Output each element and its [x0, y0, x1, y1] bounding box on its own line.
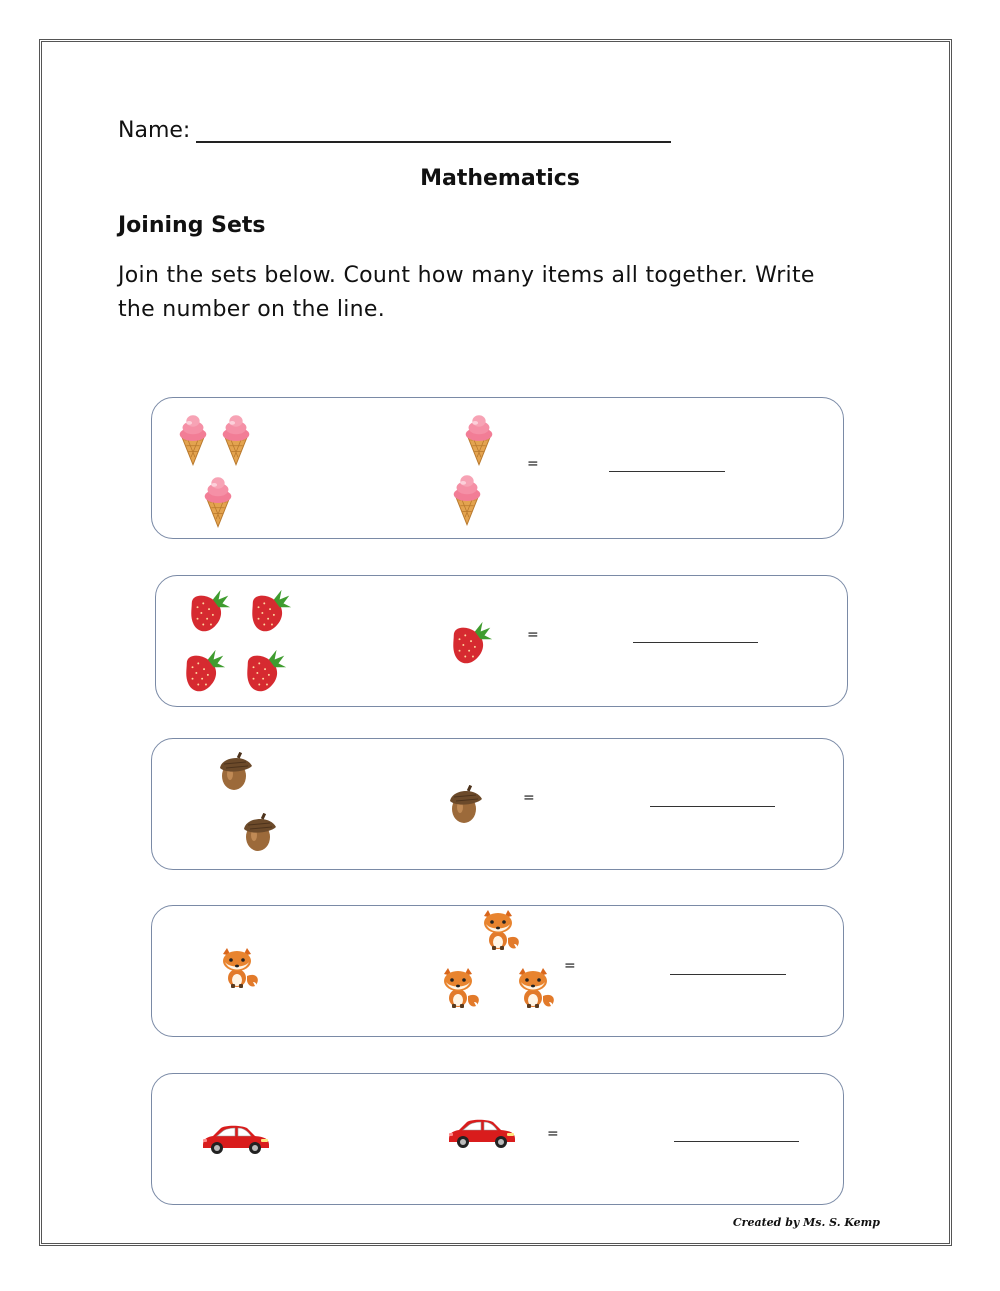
acorn-icon [216, 752, 256, 792]
equals-sign: = [527, 627, 539, 643]
equals-sign: = [564, 958, 576, 974]
car-icon [446, 1117, 518, 1149]
subject-title: Mathematics [420, 166, 580, 191]
fox-icon [513, 966, 557, 1010]
answer-line-3[interactable] [650, 806, 775, 807]
answer-line-4[interactable] [670, 974, 786, 975]
ice-cream-icon [199, 474, 237, 530]
car-icon [200, 1123, 272, 1155]
section-heading: Joining Sets [118, 213, 266, 238]
fox-icon [217, 946, 261, 990]
strawberry-icon [247, 588, 295, 636]
fox-icon [478, 908, 522, 952]
equals-sign: = [527, 456, 539, 472]
equals-sign: = [523, 790, 535, 806]
answer-line-1[interactable] [609, 471, 725, 472]
fox-icon [438, 966, 482, 1010]
name-label: Name: [118, 118, 191, 143]
acorn-icon [240, 813, 280, 853]
name-blank[interactable] [196, 127, 671, 143]
name-line [118, 118, 671, 143]
ice-cream-icon [217, 412, 255, 468]
strawberry-icon [242, 648, 290, 696]
answer-line-2[interactable] [633, 642, 758, 643]
strawberry-icon [448, 620, 496, 668]
answer-line-5[interactable] [674, 1141, 799, 1142]
ice-cream-icon [460, 412, 498, 468]
credit-text: Created by Ms. S. Kemp [732, 1216, 880, 1229]
instructions: Join the sets below. Count how many items all together. Write the number on the line. [118, 263, 815, 322]
ice-cream-icon [448, 472, 486, 528]
strawberry-icon [186, 588, 234, 636]
strawberry-icon [181, 648, 229, 696]
acorn-icon [446, 785, 486, 825]
equals-sign: = [547, 1126, 559, 1142]
ice-cream-icon [174, 412, 212, 468]
